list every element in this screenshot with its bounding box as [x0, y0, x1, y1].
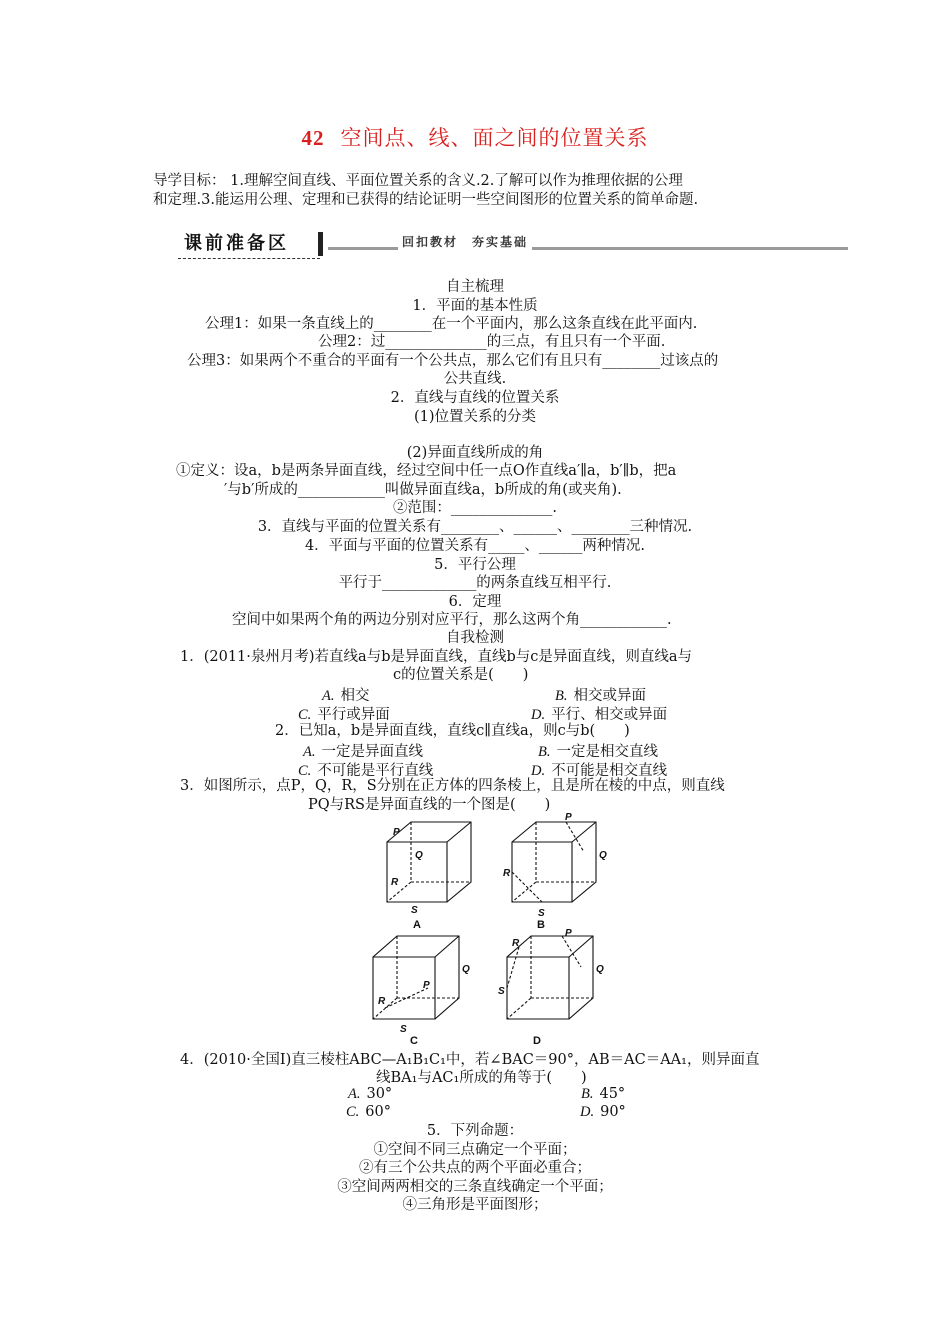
- fig-a-label-q: Q: [415, 850, 423, 861]
- fig-a-label-r: R: [391, 877, 399, 888]
- fig-d-label-p: P: [565, 928, 572, 939]
- subheading-parallel-axiom: 5．平行公理: [434, 557, 516, 573]
- banner-bar: [318, 232, 323, 256]
- question-5: 5．下列命题：: [426, 1123, 524, 1139]
- question-3-line-2: PQ与RS是异面直线的一个图是( ): [308, 797, 551, 813]
- fig-b-label-r: R: [503, 868, 511, 879]
- plane-plane-relations: 4．平面与平面的位置关系有_____、______两种情况.: [304, 538, 646, 554]
- axiom-3-cont: 公共直线.: [443, 371, 507, 387]
- theorem-text: 空间中如果两个角的两边分别对应平行，那么这两个角____________.: [232, 612, 672, 628]
- cube-figures: [355, 812, 635, 1050]
- question-2: 2．已知a，b是异面直线，直线c∥直线a，则c与b( ): [275, 723, 630, 739]
- proposition-2: ②有三个公共点的两个平面必重合；: [359, 1160, 591, 1176]
- fig-c-label-s: S: [400, 1024, 407, 1035]
- question-1-line-2: c的位置关系是( ): [393, 667, 529, 683]
- subheading-plane-properties: 1．平面的基本性质: [412, 298, 538, 314]
- question-4-line-1: 4．(2010·全国Ⅰ)直三棱柱ABC—A₁B₁C₁中，若∠BAC＝90°，AB＝AC＝AA₁，则异面直: [180, 1052, 760, 1068]
- fig-b-label-s: S: [538, 908, 545, 919]
- axiom-1: 公理1：如果一条直线上的________在一个平面内，那么这条直线在此平面内.: [205, 316, 698, 332]
- fig-a-label-p: P: [393, 827, 400, 838]
- q2-option-a: A. 一定是异面直线: [303, 744, 423, 760]
- cube-figure-d: [507, 936, 593, 1019]
- parallel-axiom: 平行于_____________的两条直线互相平行.: [338, 575, 612, 591]
- q4-option-d: D. 90°: [580, 1104, 626, 1120]
- section-banner: [178, 231, 848, 261]
- lesson-title: 空间点、线、面之间的位置关系: [340, 126, 649, 150]
- banner-subtitle: 回扣教材 夯实基础: [398, 233, 532, 250]
- definition-line-1: ①定义：设a，b是两条异面直线，经过空间中任一点O作直线a′∥a，b′∥b，把a: [176, 463, 677, 479]
- banner-title: 课前准备区: [184, 233, 289, 254]
- proposition-4: ④三角形是平面图形；: [402, 1197, 548, 1213]
- fig-d-label-s: S: [498, 986, 505, 997]
- fig-a-caption: A: [413, 919, 421, 931]
- angle-range: ②范围：______________.: [392, 500, 558, 516]
- section-heading-summary: 自主梳理: [446, 279, 504, 295]
- page-title: [0, 122, 950, 152]
- axiom-2: 公理2：过______________的三点，有且只有一个平面.: [318, 334, 666, 350]
- question-1-line-1: 1．(2011·泉州月考)若直线a与b是异面直线，直线b与c是异面直线，则直线a与: [180, 649, 693, 665]
- subheading-line-relations: 2．直线与直线的位置关系: [390, 390, 560, 406]
- fig-d-label-q: Q: [596, 964, 604, 975]
- question-4-line-2: 线BA₁与AC₁所成的角等于( ): [376, 1070, 587, 1086]
- fig-a-label-s: S: [411, 905, 418, 916]
- subheading-classification: (1)位置关系的分类: [413, 409, 537, 425]
- q2-option-c: C. 不可能是平行直线: [298, 763, 434, 779]
- question-3-line-1: 3．如图所示，点P，Q，R，S分别在正方体的四条棱上，且是所在棱的中点，则直线: [180, 778, 725, 794]
- fig-b-label-p: P: [565, 812, 572, 823]
- q2-option-b: B. 一定是相交直线: [538, 744, 658, 760]
- axiom-3: 公理3：如果两个不重合的平面有一个公共点，那么它们有且只有________过该点的: [187, 353, 719, 369]
- q4-option-a: A. 30°: [348, 1086, 393, 1102]
- banner-underline: [178, 258, 320, 259]
- q4-option-c: C. 60°: [346, 1104, 391, 1120]
- definition-line-2: ′与b′所成的____________叫做异面直线a，b所成的角(或夹角).: [224, 482, 622, 498]
- subheading-theorem: 6．定理: [448, 594, 502, 610]
- cube-figure-b: [512, 822, 596, 902]
- fig-d-caption: D: [533, 1035, 541, 1047]
- lesson-number: 42: [301, 126, 325, 150]
- q1-option-b: B. 相交或异面: [555, 688, 646, 704]
- fig-b-label-q: Q: [599, 850, 607, 861]
- proposition-3: ③空间两两相交的三条直线确定一个平面；: [337, 1179, 613, 1195]
- q1-option-d: D. 平行、相交或异面: [531, 707, 668, 723]
- q4-option-b: B. 45°: [581, 1086, 626, 1102]
- subheading-skew-angle: (2)异面直线所成的角: [406, 445, 544, 461]
- q1-option-a: A. 相交: [322, 688, 370, 704]
- learning-goal-line-2: 和定理.3.能运用公理、定理和已获得的结论证明一些空间图形的位置关系的简单命题.: [153, 192, 699, 208]
- fig-c-label-p: P: [423, 980, 430, 991]
- q1-option-c: C. 平行或异面: [298, 707, 390, 723]
- proposition-1: ①空间不同三点确定一个平面；: [373, 1142, 577, 1158]
- cube-figure-c: [373, 936, 459, 1019]
- fig-d-label-r: R: [512, 938, 520, 949]
- line-plane-relations: 3．直线与平面的位置关系有________、______、________三种情况.: [257, 519, 693, 535]
- fig-c-label-r: R: [378, 996, 386, 1007]
- fig-c-label-q: Q: [462, 964, 470, 975]
- learning-goal-line-1: 导学目标： 1.理解空间直线、平面位置关系的含义.2.了解可以作为推理依据的公理: [153, 173, 683, 189]
- fig-c-caption: C: [410, 1035, 418, 1047]
- fig-b-caption: B: [537, 919, 545, 931]
- section-heading-self-check: 自我检测: [446, 630, 504, 646]
- q2-option-d: D. 不可能是相交直线: [531, 763, 668, 779]
